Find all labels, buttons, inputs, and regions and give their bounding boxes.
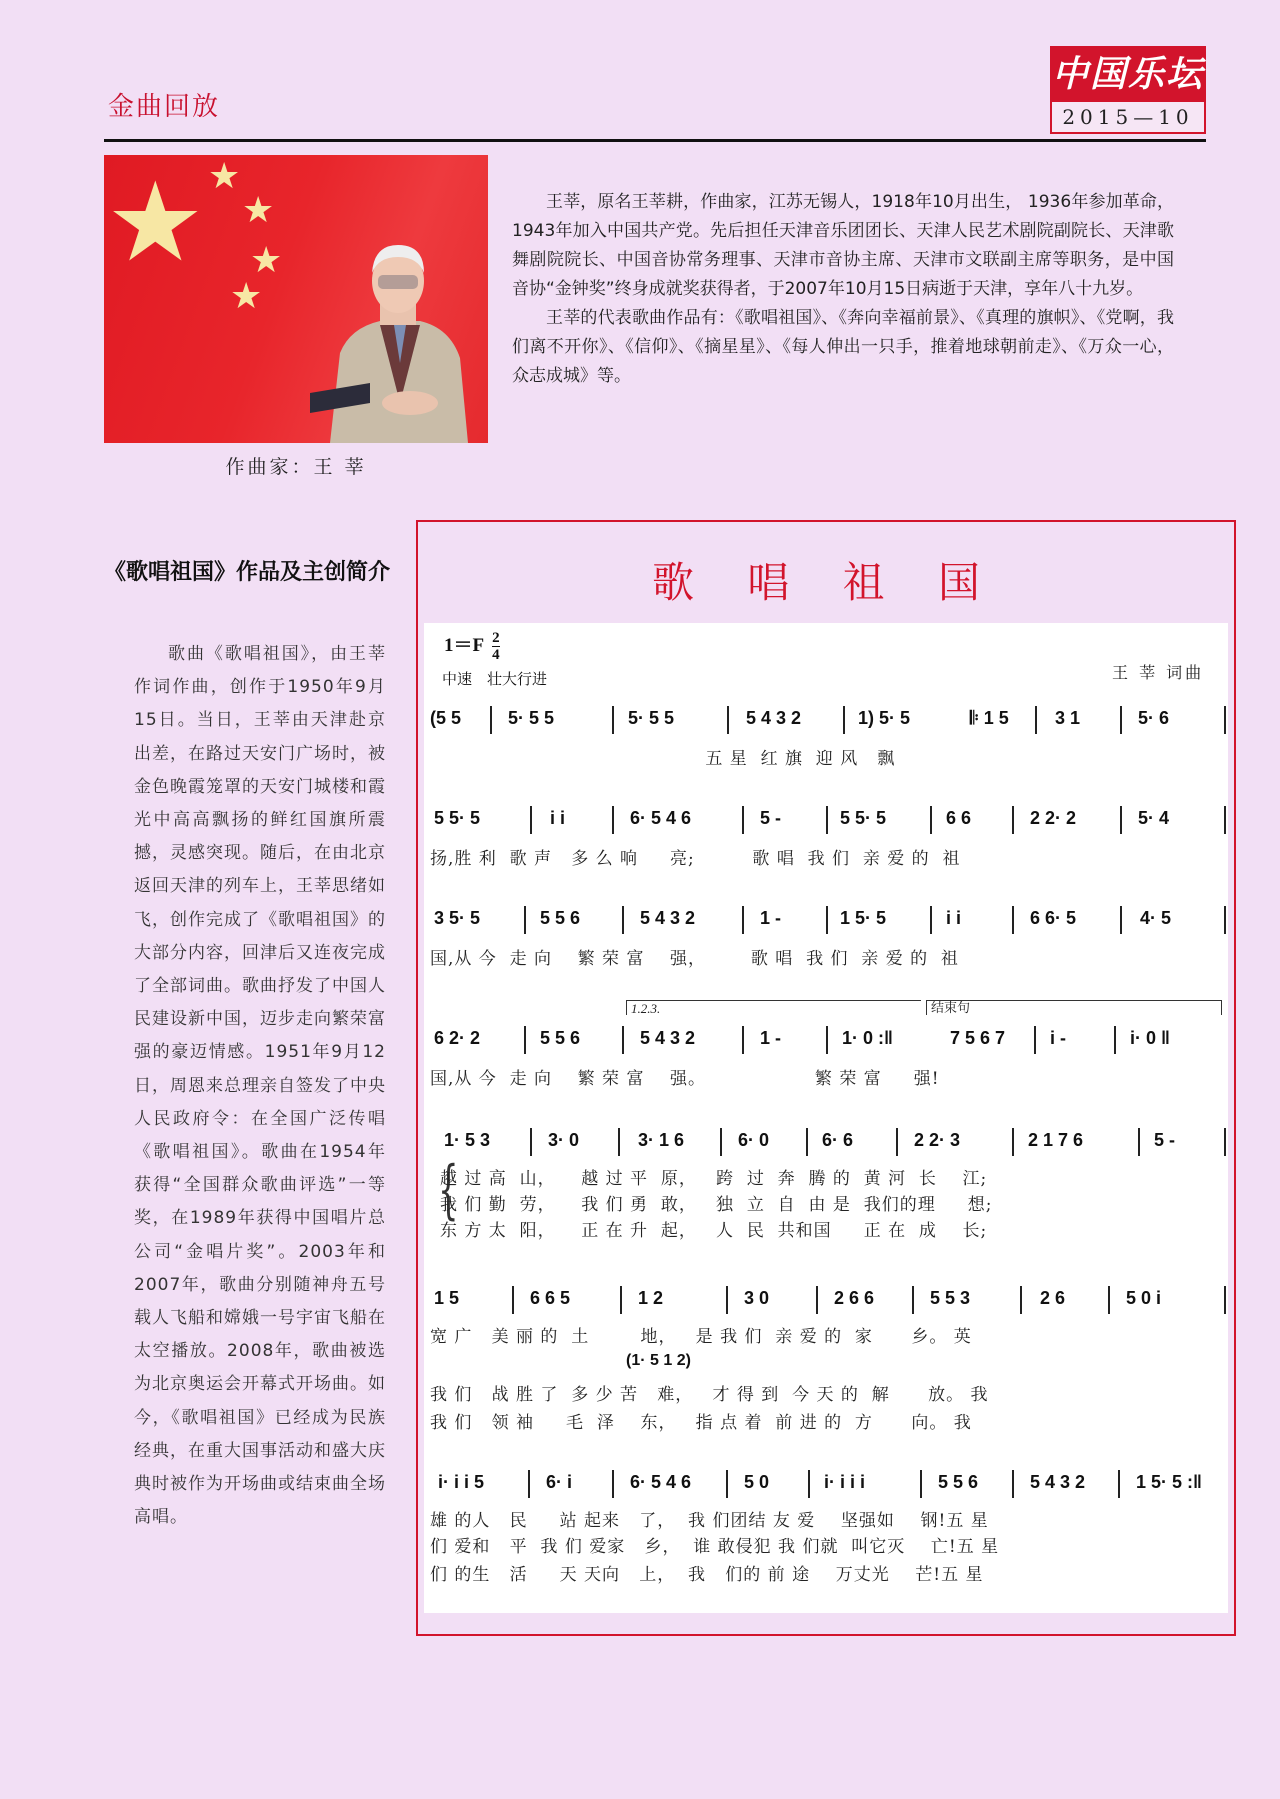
- measure: 2 6 6: [834, 1288, 875, 1308]
- lyric-line: 雄 的人 民 站 起来 了， 我 们团结 友 爱 坚强如 钢!五 星: [430, 1511, 989, 1531]
- lyric-line: 们 爱和 平 我 们 爱家 乡， 谁 敢侵犯 我 们就 叫它灭 亡!五 星: [430, 1537, 1000, 1557]
- notation-row: [430, 1288, 1230, 1322]
- measure: 6 6 5: [530, 1288, 571, 1308]
- small-star-icon: ★: [208, 156, 241, 197]
- magazine-brand: [1050, 46, 1206, 134]
- barline: [524, 906, 526, 934]
- barline: [826, 906, 828, 934]
- notation-row: [430, 1472, 1230, 1506]
- barline: [930, 906, 932, 934]
- section-title: 金曲回放: [108, 92, 221, 122]
- notation-insert: [430, 1352, 1230, 1376]
- measure: i· i i i: [824, 1472, 866, 1492]
- measure: 6· 5 4 6: [630, 808, 692, 828]
- measure: i· i i 5: [438, 1472, 485, 1492]
- barline: [1118, 1470, 1120, 1498]
- lyric-line: 东 方 太 阳， 正 在 升 起， 人 民 共和国 正 在 成 长;: [440, 1221, 988, 1241]
- measure: 5 4 3 2: [640, 908, 696, 928]
- measure: 5 4 3 2: [1030, 1472, 1086, 1492]
- barline: [912, 1286, 914, 1314]
- barline: [1224, 1286, 1226, 1314]
- barline: [530, 1128, 532, 1156]
- measure: 3 0: [744, 1288, 770, 1308]
- composer-figure: [310, 233, 470, 443]
- composer-credit: 王 莘 词曲: [1112, 663, 1205, 682]
- issue-number: 2015—10: [1050, 102, 1206, 134]
- barline: [742, 806, 744, 834]
- small-star-icon: ★: [242, 190, 275, 231]
- measure: 1 5: [434, 1288, 460, 1308]
- measure: 2 2· 3: [914, 1130, 961, 1150]
- measure: 5 5 3: [930, 1288, 971, 1308]
- measure: 5 5 6: [540, 1028, 581, 1048]
- measure: 5 -: [1154, 1130, 1176, 1150]
- barline: [1012, 1470, 1014, 1498]
- barline: [622, 1026, 624, 1054]
- lyric-line: 越 过 高 山， 越 过 平 原， 跨 过 奔 腾 的 黄 河 长 江;: [440, 1169, 988, 1189]
- notation-row: [430, 708, 1230, 742]
- measure: 5 5· 5: [840, 808, 887, 828]
- measure: 5· 4: [1138, 808, 1170, 828]
- barline: [1012, 906, 1014, 934]
- key-signature: [444, 630, 500, 663]
- barline: [620, 1286, 622, 1314]
- notation-row: [430, 1130, 1230, 1164]
- measure: 2 6: [1040, 1288, 1066, 1308]
- barline: [1224, 1128, 1226, 1156]
- barline: [1120, 706, 1122, 734]
- barline: [612, 706, 614, 734]
- lyric-line: 五 星 红 旗 迎 风 飘: [430, 749, 896, 769]
- barline: [1224, 806, 1226, 834]
- barline: [742, 906, 744, 934]
- measure: 6· 0: [738, 1130, 770, 1150]
- measure-insert: (1· 5 1 2): [626, 1352, 691, 1369]
- measure: 5 0 i: [1126, 1288, 1162, 1308]
- barline: [1224, 906, 1226, 934]
- lyric-line: 我 们 勤 劳， 我 们 勇 敢， 独 立 自 由 是 我们的理 想;: [440, 1195, 993, 1215]
- barline: [727, 706, 729, 734]
- measure: 5 0: [744, 1472, 770, 1492]
- intro-text: [134, 638, 386, 1534]
- volta-bracket: 1.2.3.: [626, 1000, 921, 1015]
- measure: 𝄆 1 5: [970, 708, 1009, 728]
- barline: [816, 1286, 818, 1314]
- measure: 1 5· 5: [840, 908, 887, 928]
- barline: [826, 806, 828, 834]
- barline: [1012, 806, 1014, 834]
- measure: 1 2: [638, 1288, 664, 1308]
- measure: 2 1 7 6: [1028, 1130, 1084, 1150]
- barline: [490, 706, 492, 734]
- barline: [808, 1470, 810, 1498]
- barline: [512, 1286, 514, 1314]
- time-numerator: 2: [492, 630, 500, 647]
- barline: [1020, 1286, 1022, 1314]
- measure: i i: [550, 808, 566, 828]
- tempo-marking: 中速 壮大行进: [442, 670, 548, 688]
- barline: [1035, 706, 1037, 734]
- lyric-line: 我 们 领 袖 毛 泽 东， 指 点 着 前 进 的 方 向。 我: [430, 1413, 972, 1433]
- measure: 1· 5 3: [444, 1130, 491, 1150]
- barline: [826, 1026, 828, 1054]
- time-signature: [492, 630, 500, 663]
- measure: i· 0 ‖: [1130, 1028, 1170, 1048]
- measure: 7 5 6 7: [950, 1028, 1006, 1048]
- barline: [726, 1470, 728, 1498]
- measure: 1· 0 :‖: [842, 1028, 893, 1048]
- ending-bracket: 结束句: [926, 1000, 1222, 1015]
- barline: [524, 1026, 526, 1054]
- brand-logo: 中国乐坛: [1050, 46, 1206, 102]
- lyric-line: 国,从 今 走 向 繁 荣 富 强。 繁 荣 富 强!: [430, 1069, 940, 1089]
- measure: (5 5: [430, 708, 462, 728]
- barline: [612, 806, 614, 834]
- barline: [720, 1128, 722, 1156]
- barline: [1034, 1026, 1036, 1054]
- measure: 6· 5 4 6: [630, 1472, 692, 1492]
- intro-paragraph: 歌曲《歌唱祖国》，由王莘作词作曲，创作于1950年9月15日。当日，王莘由天津赴京出差，在路过天安门广场时，被金色晚霞笼罩的天安门城楼和霞光中高高飘扬的鲜红国旗所震撼，灵感突现。随后，在由北京返回天津的列车上，王莘思绪如飞，创作完成了《歌唱祖国》的大部分内容，回津后又连夜完成了全部词曲。歌曲抒发了中国人民建设新中国，迈步走向繁荣富强的豪迈情感。1951年9月12日，周恩来总理亲自签发了中央人民政府令：在全国广泛传唱《歌唱祖国》。歌曲在1954年获得“全国群众歌曲评选”一等奖，在1989年获得中国唱片总公司“金唱片奖”。2003年和2007年，歌曲分别随神舟五号载人飞船和嫦娥一号宇宙飞船在太空播放。2008年，歌曲被选为北京奥运会开幕式开场曲。如今，《歌唱祖国》已经成为民族经典，在重大国事活动和盛大庆典时被作为开场曲或结束曲全场高唱。: [134, 644, 386, 1528]
- barline: [612, 1470, 614, 1498]
- measure: 6 6· 5: [1030, 908, 1077, 928]
- measure: 3 1: [1055, 708, 1081, 728]
- measure: 1 -: [760, 908, 782, 928]
- measure: 6 6: [946, 808, 972, 828]
- measure: 5 5 6: [938, 1472, 979, 1492]
- measure: 6· i: [546, 1472, 573, 1492]
- notation-row: [430, 908, 1230, 942]
- barline: [1138, 1128, 1140, 1156]
- measure: 3· 0: [548, 1130, 580, 1150]
- large-star-icon: ★: [106, 158, 205, 286]
- barline: [528, 1470, 530, 1498]
- measure: 5· 5 5: [628, 708, 675, 728]
- barline: [1012, 1128, 1014, 1156]
- small-star-icon: ★: [230, 276, 263, 317]
- barline: [622, 906, 624, 934]
- measure: 6 2· 2: [434, 1028, 481, 1048]
- barline: [742, 1026, 744, 1054]
- barline: [843, 706, 845, 734]
- measure: 2 2· 2: [1030, 808, 1077, 828]
- measure: 6· 6: [822, 1130, 854, 1150]
- lyric-line: 扬,胜 利 歌 声 多 么 响 亮; 歌 唱 我 们 亲 爱 的 祖: [430, 849, 961, 869]
- measure: i i: [946, 908, 962, 928]
- lyric-line: 我 们 战 胜 了 多 少 苦 难， 才 得 到 今 天 的 解 放。 我: [430, 1385, 989, 1405]
- lyric-line: 国,从 今 走 向 繁 荣 富 强， 歌 唱 我 们 亲 爱 的 祖: [430, 949, 959, 969]
- verse-brace: {: [438, 1153, 459, 1227]
- bio-paragraph: 王莘的代表歌曲作品有：《歌唱祖国》、《奔向幸福前景》、《真理的旗帜》、《党啊，我们离不开你》、《信仰》、《摘星星》、《每人伸出一只手，推着地球朝前走》、《万众一心，众志成城》等。: [512, 308, 1174, 386]
- intro-heading: 《歌唱祖国》作品及主创简介: [104, 559, 391, 585]
- barline: [1108, 1286, 1110, 1314]
- measure: 5 -: [760, 808, 782, 828]
- photo-caption: 作曲家：王 莘: [225, 456, 367, 478]
- barline: [896, 1128, 898, 1156]
- barline: [920, 1470, 922, 1498]
- composer-bio: [512, 188, 1174, 391]
- measure: 5 4 3 2: [640, 1028, 696, 1048]
- barline: [1224, 706, 1226, 734]
- header-rule: [104, 139, 1206, 142]
- barline: [930, 806, 932, 834]
- bio-paragraph: 王莘，原名王莘耕，作曲家，江苏无锡人，1918年10月出生， 1936年参加革命，1943年加入中国共产党。先后担任天津音乐团团长、天津人民艺术剧院副院长、天津歌舞剧院院长、中国音协常务理事、天津市音协主席、天津市文联副主席等职务，是中国音协“金钟奖”终身成就奖获得者，于2007年10月15日病逝于天津，享年八十九岁。: [512, 192, 1174, 299]
- lyric-line: 们 的生 活 天 天向 上， 我 们的 前 途 万丈光 芒!五 星: [430, 1565, 984, 1585]
- barline: [1120, 906, 1122, 934]
- measure: i -: [1050, 1028, 1066, 1048]
- barline: [806, 1128, 808, 1156]
- measure: 4· 5: [1140, 908, 1172, 928]
- measure: 5 4 3 2: [746, 708, 802, 728]
- key-label: 1＝F: [444, 635, 484, 656]
- measure: 5· 5 5: [508, 708, 555, 728]
- measure: 3· 1 6: [638, 1130, 685, 1150]
- measure: 1 5· 5 :‖: [1136, 1472, 1202, 1492]
- notation-row: [430, 1028, 1230, 1062]
- notation-row: [430, 808, 1230, 842]
- barline: [530, 806, 532, 834]
- barline: [726, 1286, 728, 1314]
- measure: 3 5· 5: [434, 908, 481, 928]
- measure: 5 5 6: [540, 908, 581, 928]
- measure: 5 5· 5: [434, 808, 481, 828]
- barline: [1120, 806, 1122, 834]
- time-denominator: 4: [492, 647, 500, 664]
- lyric-line: 宽 广 美 丽 的 土 地， 是 我 们 亲 爱 的 家 乡。 英: [430, 1327, 972, 1347]
- measure: 1) 5· 5: [858, 708, 911, 728]
- small-star-icon: ★: [250, 240, 283, 281]
- composer-photo: [104, 155, 488, 443]
- measure: 5· 6: [1138, 708, 1170, 728]
- score-sheet: [424, 623, 1228, 1613]
- barline: [1114, 1026, 1116, 1054]
- measure: 1 -: [760, 1028, 782, 1048]
- barline: [618, 1128, 620, 1156]
- song-title: 歌 唱 祖 国: [651, 558, 1001, 607]
